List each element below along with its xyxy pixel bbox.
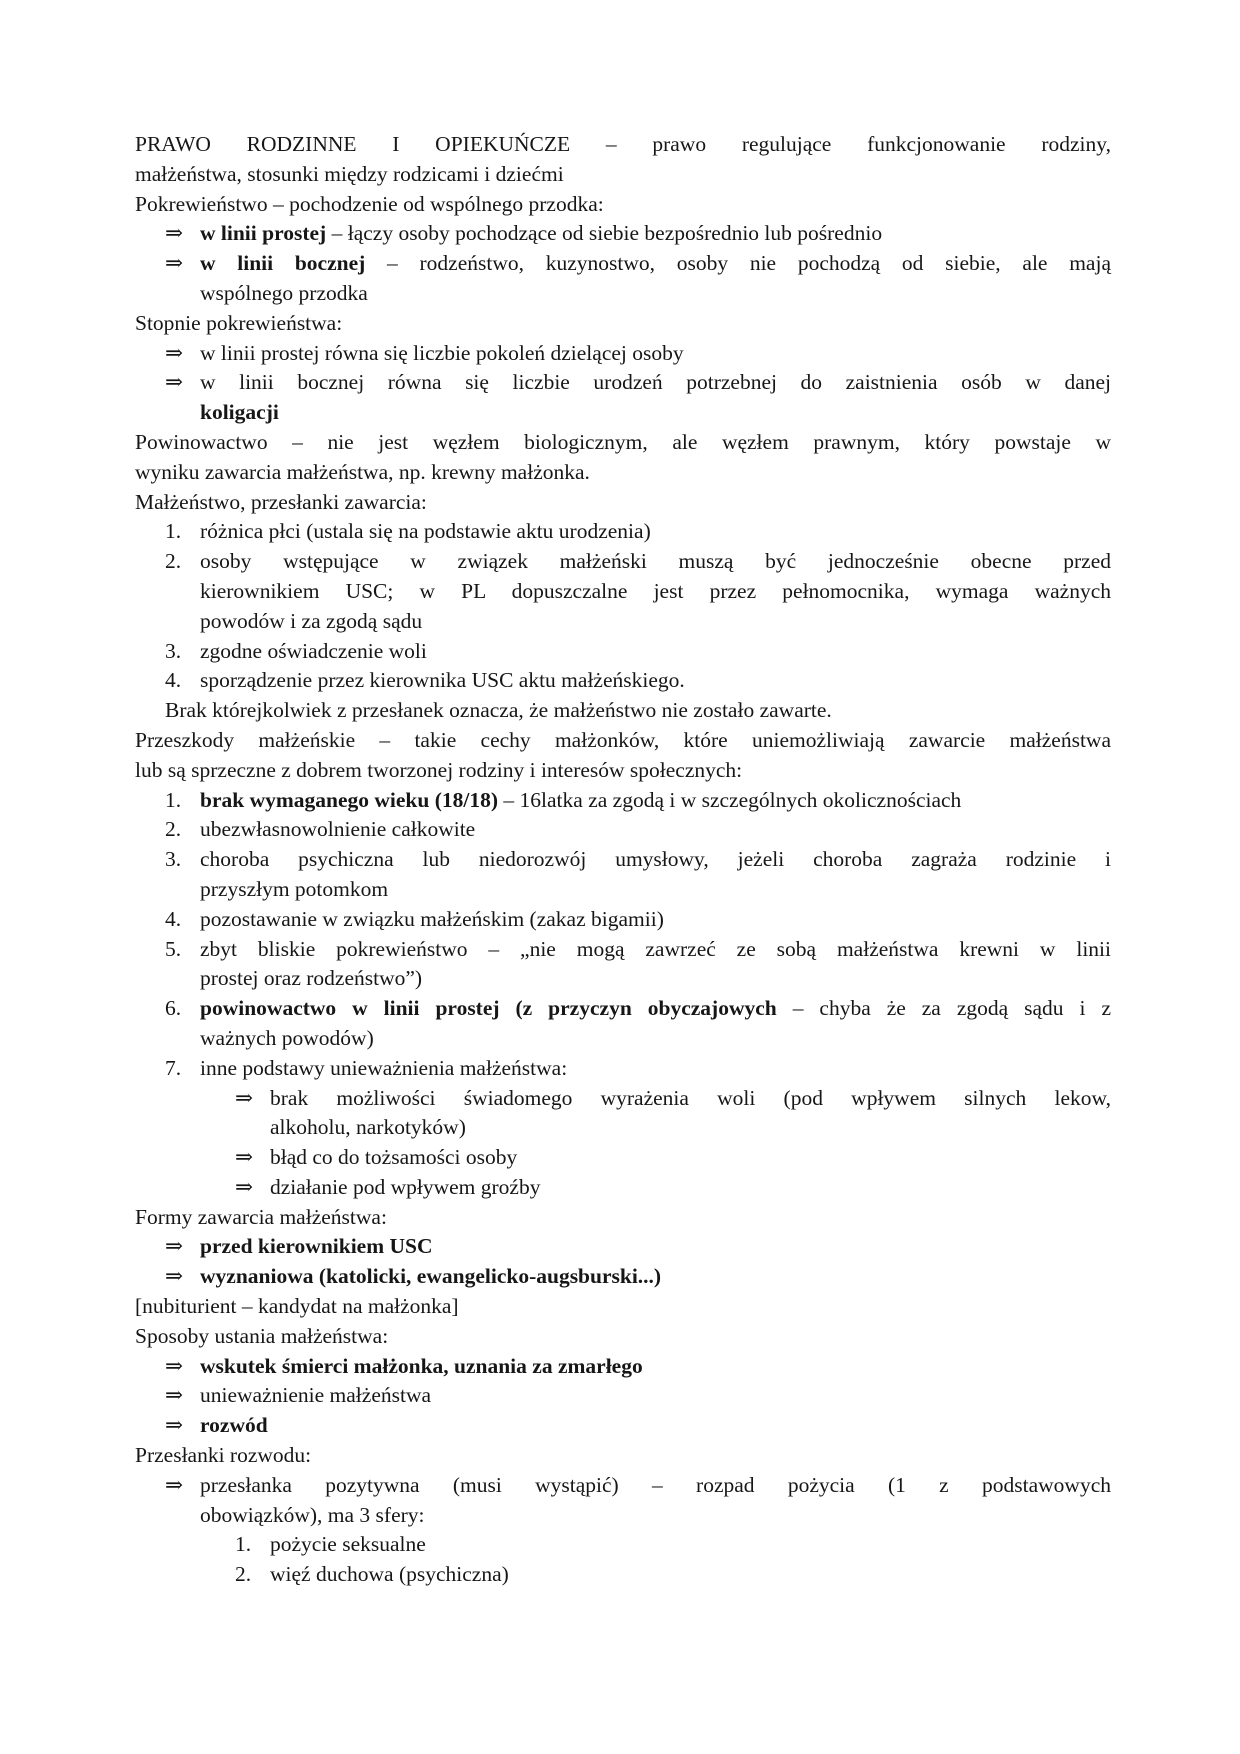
list-item [135, 368, 1111, 398]
double-arrow-bullet-icon: ⇒ [165, 1413, 184, 1438]
text: – łączy osoby pochodzące od siebie bezpośrednio lub pośrednio [326, 221, 883, 246]
text: prostej oraz rodzeństwo”) [200, 966, 423, 991]
list-item [135, 1054, 1111, 1084]
text: Powinowactwo – nie jest węzłem biologicznym, ale węzłem prawnym, który powstaje w [135, 429, 1111, 454]
text: osoby wstępujące w związek małżeński muszą być jednocześnie obecne przed [200, 549, 1111, 574]
paragraph-line [135, 309, 1111, 339]
text: – chyba że za zgodą sądu i z [776, 996, 1111, 1021]
paragraph-line [135, 458, 1111, 488]
text: błąd co do tożsamości osoby [270, 1145, 518, 1170]
text: Formy zawarcia małżeństwa: [135, 1204, 387, 1229]
paragraph-line [135, 756, 1111, 786]
paragraph-line [135, 160, 1111, 190]
text: wyniku zawarcia małżeństwa, np. krewny małżonka. [135, 459, 590, 484]
text: działanie pod wpływem groźby [270, 1174, 541, 1199]
bold-text: powinowactwo w linii prostej (z przyczyn obyczajowych [200, 996, 777, 1021]
text: w linii bocznej równa się liczbie urodzeń potrzebnej do zaistnienia osób w danej [200, 370, 1111, 395]
list-item [135, 1411, 1111, 1441]
text: zgodne oświadczenie woli [200, 638, 427, 663]
text: różnica płci (ustala się na podstawie aktu urodzenia) [200, 519, 651, 544]
text: ważnych powodów) [200, 1025, 374, 1050]
text: Małżeństwo, przesłanki zawarcia: [135, 489, 427, 514]
text: pożycie seksualne [270, 1532, 426, 1557]
text: Sposoby ustania małżeństwa: [135, 1323, 389, 1348]
item-number: 4. [165, 668, 182, 693]
text: w linii prostej równa się liczbie pokoleń dzielącej osoby [200, 340, 684, 365]
list-item [135, 1530, 1111, 1560]
list-item-continuation [135, 1113, 1111, 1143]
list-item [135, 1173, 1111, 1203]
paragraph-line [135, 1322, 1111, 1352]
paragraph-line [135, 1441, 1111, 1471]
text: Brak którejkolwiek z przesłanek oznacza, że małżeństwo nie zostało zawarte. [165, 698, 832, 723]
text: choroba psychiczna lub niedorozwój umysłowy, jeżeli choroba zagraża rodzinie i [200, 847, 1111, 872]
bold-text: wskutek śmierci małżonka, uznania za zmarłego [200, 1353, 643, 1378]
list-item-continuation [135, 875, 1111, 905]
list-item-continuation [135, 607, 1111, 637]
bold-text: wyznaniowa (katolicki, ewangelicko-augsburski...) [200, 1264, 662, 1289]
text: [nubiturient – kandydat na małżonka] [135, 1294, 459, 1319]
list-item [135, 547, 1111, 577]
text: powodów i za zgodą sądu [200, 608, 423, 633]
item-number: 4. [165, 906, 182, 931]
list-item [135, 666, 1111, 696]
text: małżeństwa, stosunki między rodzicami i dziećmi [135, 161, 564, 186]
list-item [135, 815, 1111, 845]
text: zbyt bliskie pokrewieństwo – „nie mogą zawrzeć ze sobą małżeństwa krewni w linii [200, 936, 1111, 961]
double-arrow-bullet-icon: ⇒ [165, 1234, 184, 1259]
list-item [135, 1471, 1111, 1501]
bold-text: rozwód [200, 1413, 268, 1438]
double-arrow-bullet-icon: ⇒ [165, 1472, 184, 1497]
double-arrow-bullet-icon: ⇒ [165, 370, 184, 395]
item-number: 2. [165, 549, 182, 574]
double-arrow-bullet-icon: ⇒ [165, 251, 184, 276]
paragraph-line [135, 1292, 1111, 1322]
list-item-continuation [135, 279, 1111, 309]
double-arrow-bullet-icon: ⇒ [165, 1383, 184, 1408]
text: brak możliwości świadomego wyrażenia woli (pod wpływem silnych lekow, [270, 1085, 1111, 1110]
paragraph-line [135, 696, 1111, 726]
list-item [135, 935, 1111, 965]
paragraph-line [135, 488, 1111, 518]
text: PRAWO RODZINNE I OPIEKUŃCZE – prawo regulujące funkcjonowanie rodziny, [135, 132, 1111, 156]
list-item [135, 1262, 1111, 1292]
list-item-continuation [135, 1024, 1111, 1054]
double-arrow-bullet-icon: ⇒ [165, 1264, 184, 1289]
double-arrow-bullet-icon: ⇒ [235, 1174, 254, 1199]
item-number: 2. [235, 1562, 252, 1587]
text: unieważnienie małżeństwa [200, 1383, 432, 1408]
paragraph-line [135, 1203, 1111, 1233]
list-item [135, 1084, 1111, 1114]
list-item [135, 1143, 1111, 1173]
list-item [135, 339, 1111, 369]
list-item [135, 1352, 1111, 1382]
item-number: 1. [165, 519, 182, 544]
text: kierownikiem USC; w PL dopuszczalne jest przez pełnomocnika, wymaga ważnych [200, 578, 1111, 603]
text: – rodzeństwo, kuzynostwo, osoby nie pochodzą od siebie, ale mają [365, 251, 1111, 276]
bold-text: brak wymaganego wieku (18/18) [200, 787, 499, 812]
text: alkoholu, narkotyków) [270, 1115, 466, 1140]
text: pozostawanie w związku małżeńskim (zakaz bigamii) [200, 906, 664, 931]
text: więź duchowa (psychiczna) [270, 1562, 509, 1587]
item-number: 1. [165, 787, 182, 812]
text: wspólnego przodka [200, 280, 368, 305]
double-arrow-bullet-icon: ⇒ [235, 1145, 254, 1170]
list-item-continuation [135, 1501, 1111, 1531]
list-item [135, 905, 1111, 935]
list-item [135, 249, 1111, 279]
item-number: 5. [165, 936, 182, 961]
double-arrow-bullet-icon: ⇒ [165, 1353, 184, 1378]
list-item [135, 1232, 1111, 1262]
text: Przesłanki rozwodu: [135, 1443, 312, 1468]
document-text-block [135, 130, 1111, 1590]
text: sporządzenie przez kierownika USC aktu małżeńskiego. [200, 668, 685, 693]
paragraph-line [135, 130, 1111, 160]
text: lub są sprzeczne z dobrem tworzonej rodziny i interesów społecznych: [135, 757, 743, 782]
bold-text: w linii prostej [200, 221, 327, 246]
list-item [135, 517, 1111, 547]
list-item-continuation [135, 577, 1111, 607]
list-item [135, 845, 1111, 875]
list-item-continuation [135, 964, 1111, 994]
text: – 16latka za zgodą i w szczególnych okolicznościach [498, 787, 962, 812]
list-item-continuation [135, 398, 1111, 428]
double-arrow-bullet-icon: ⇒ [235, 1085, 254, 1110]
bold-text: w linii bocznej [200, 251, 366, 276]
list-item [135, 786, 1111, 816]
paragraph-line [135, 726, 1111, 756]
text: ubezwłasnowolnienie całkowite [200, 817, 476, 842]
paragraph-line [135, 428, 1111, 458]
item-number: 6. [165, 996, 182, 1021]
item-number: 3. [165, 847, 182, 872]
list-item [135, 219, 1111, 249]
item-number: 3. [165, 638, 182, 663]
item-number: 2. [165, 817, 182, 842]
double-arrow-bullet-icon: ⇒ [165, 221, 184, 246]
text: Pokrewieństwo – pochodzenie od wspólnego przodka: [135, 191, 604, 216]
text: inne podstawy unieważnienia małżeństwa: [200, 1055, 568, 1080]
list-item [135, 1381, 1111, 1411]
text: Przeszkody małżeńskie – takie cechy małżonków, które uniemożliwiają zawarcie małżeństwa [135, 727, 1111, 752]
bold-text: przed kierownikiem USC [200, 1234, 433, 1259]
double-arrow-bullet-icon: ⇒ [165, 340, 184, 365]
item-number: 7. [165, 1055, 182, 1080]
list-item [135, 1560, 1111, 1590]
text: Stopnie pokrewieństwa: [135, 310, 343, 335]
text: przesłanka pozytywna (musi wystąpić) – rozpad pożycia (1 z podstawowych [200, 1472, 1111, 1497]
text: obowiązków), ma 3 sfery: [200, 1502, 425, 1527]
text: przyszłym potomkom [200, 876, 389, 901]
list-item [135, 637, 1111, 667]
item-number: 1. [235, 1532, 252, 1557]
list-item [135, 994, 1111, 1024]
paragraph-line [135, 190, 1111, 220]
bold-text: koligacji [200, 400, 279, 425]
